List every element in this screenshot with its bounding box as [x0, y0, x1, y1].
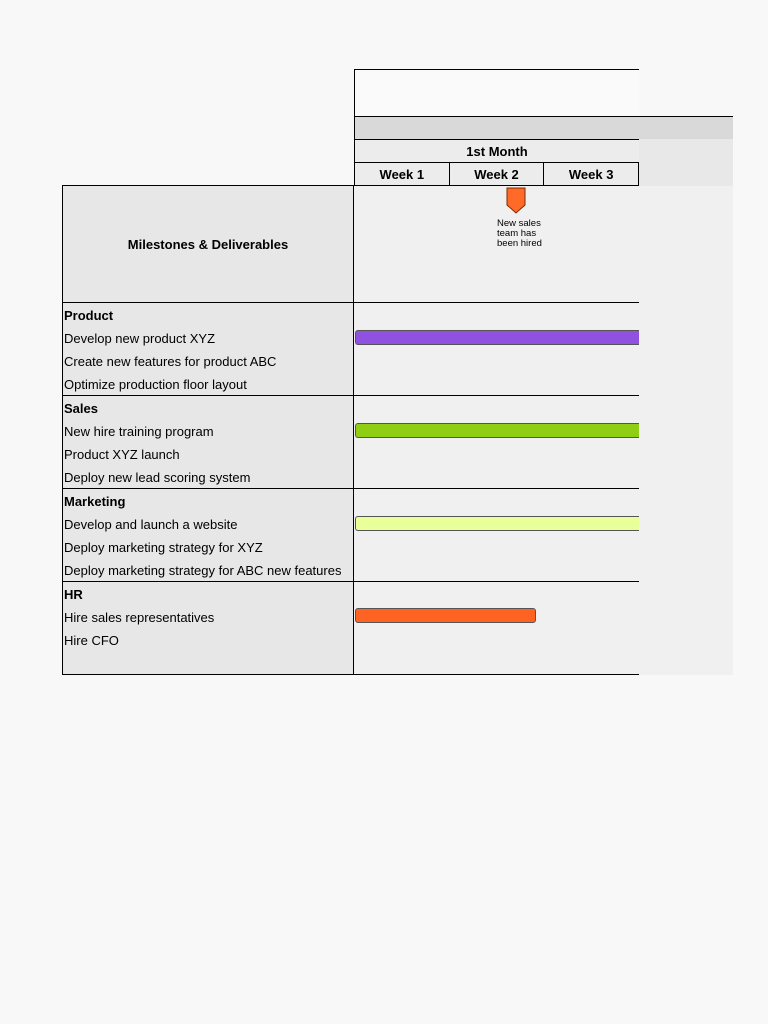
task-item[interactable]: Develop new product XYZ: [64, 331, 216, 346]
separator-bottom: [62, 674, 639, 675]
task-item[interactable]: New hire training program: [64, 424, 214, 439]
group-title-marketing: Marketing: [64, 494, 126, 509]
separator-product: [62, 302, 639, 303]
group-title-product: Product: [64, 308, 114, 323]
task-item[interactable]: Hire CFO: [64, 633, 119, 648]
week-header-row: [354, 163, 639, 186]
week-1-header: Week 1: [355, 163, 450, 185]
milestone-note: New sales team has been hired: [497, 218, 542, 249]
task-item[interactable]: Product XYZ launch: [64, 447, 180, 462]
group-title-sales: Sales: [64, 401, 98, 416]
task-item[interactable]: Deploy marketing strategy for ABC new features: [64, 563, 342, 578]
task-item[interactable]: Develop and launch a website: [64, 517, 238, 532]
month-header: 1st Month: [354, 139, 639, 163]
gantt-bar-hr[interactable]: [355, 608, 536, 623]
gantt-bar-marketing[interactable]: [355, 516, 639, 531]
task-item[interactable]: Hire sales representatives: [64, 610, 215, 625]
gantt-bar-sales[interactable]: [355, 423, 639, 438]
chart-title-area: [354, 69, 639, 116]
task-item[interactable]: Optimize production floor layout: [64, 377, 247, 392]
task-item[interactable]: Deploy marketing strategy for XYZ: [64, 540, 263, 555]
group-title-hr: HR: [64, 587, 83, 602]
header-band: [354, 116, 733, 139]
milestones-label: Milestones & Deliverables: [127, 236, 289, 252]
gantt-bar-product[interactable]: [355, 330, 639, 345]
header-band-extension: [639, 139, 733, 186]
column-divider: [353, 185, 354, 675]
milestone-marker-icon[interactable]: [506, 187, 526, 214]
task-item[interactable]: Deploy new lead scoring system: [64, 470, 251, 485]
week-2-header: Week 2: [450, 163, 545, 185]
task-item[interactable]: Create new features for product ABC: [64, 354, 277, 369]
week-3-header: Week 3: [544, 163, 639, 185]
